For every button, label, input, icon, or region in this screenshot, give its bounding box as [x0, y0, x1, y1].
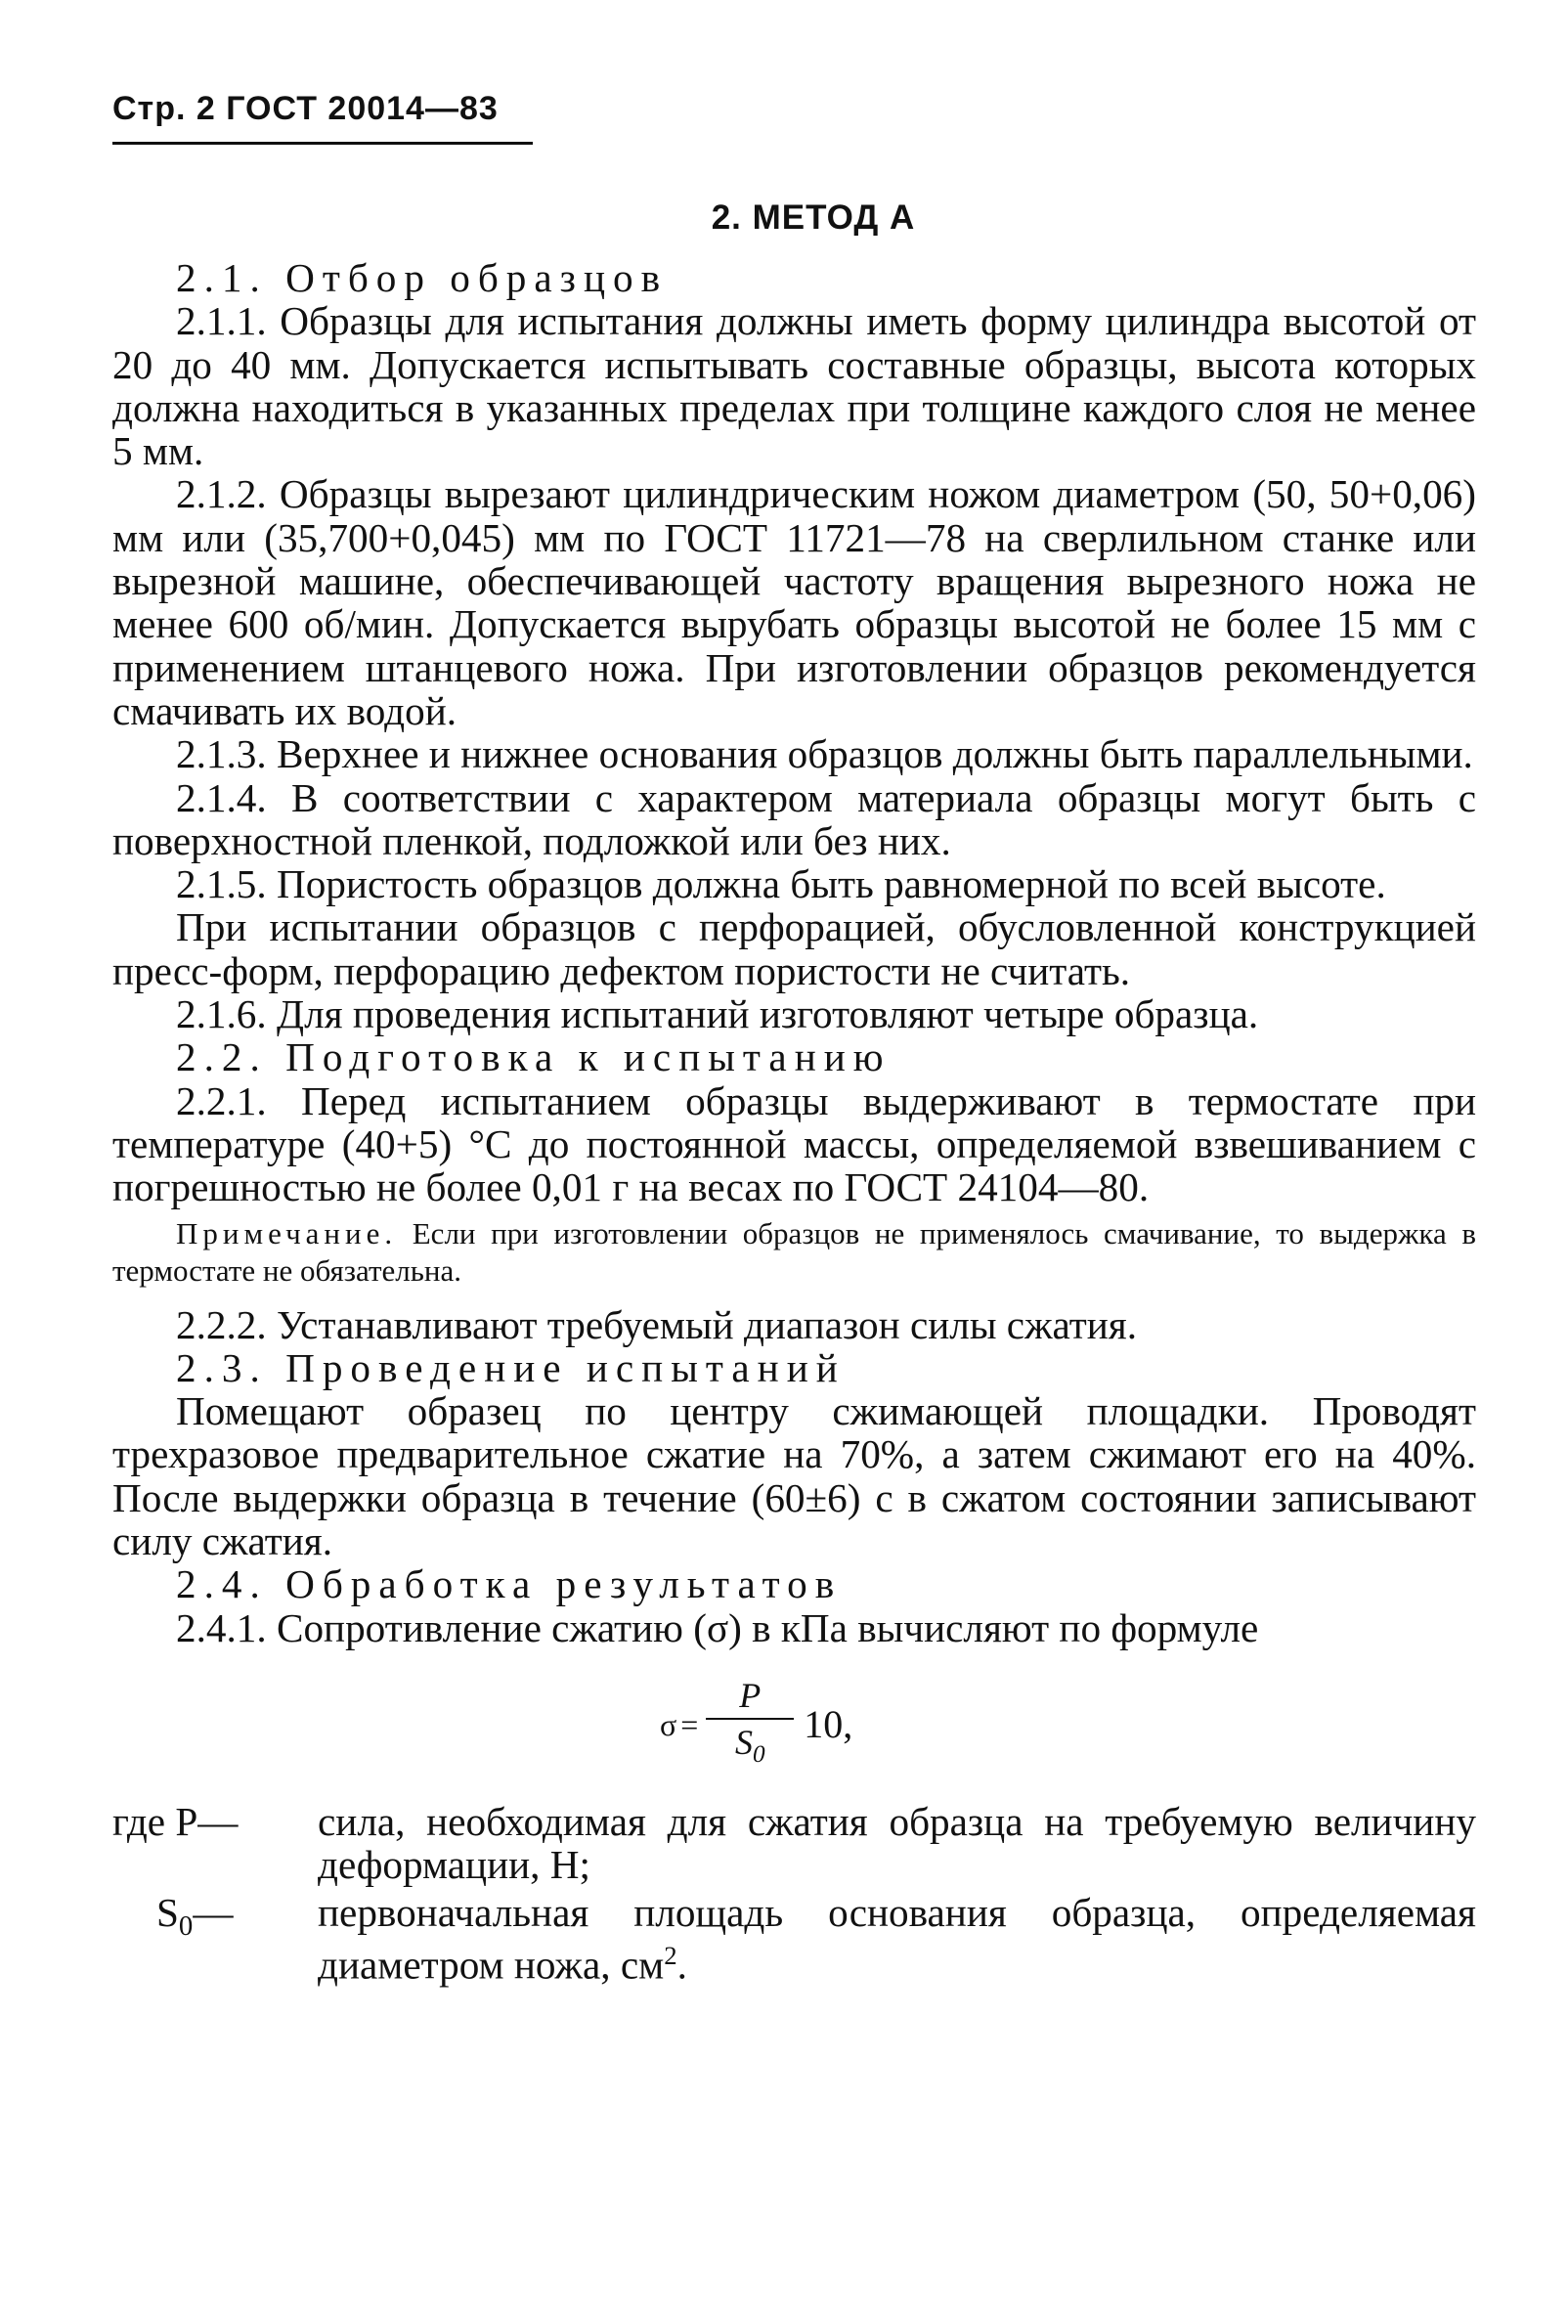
paragraph-2-1-5: 2.1.5. Пористость образцов должна быть равномерной по всей высоте.: [176, 861, 1386, 907]
section-title: 2. МЕТОД А: [711, 198, 916, 237]
formula: [660, 1673, 852, 1777]
paragraph-2-1-2: 2.1.2. Образцы вырезают цилиндрическим ножом диаметром (50, 50+0,06) мм или (35,700+0,045) мм по ГОСТ 11721—78 на сверлильном станке или вырезной машине, обеспечивающей частоту вращения вырезного ножа не менее 600 об/мин. Допускается вырубать образцы высотой не более 15 мм с применением штанцевого ножа. При изготовлении образцов рекомендуется смачивать их водой.: [112, 471, 1476, 733]
paragraph-2-4-1: 2.4.1. Сопротивление сжатию (σ) в кПа вычисляют по формуле: [176, 1604, 1259, 1650]
definition-text-s0: первоначальная площадь основания образца, определяемая диаметром ножа, $см^2$.: [318, 1889, 1476, 1988]
subsection-heading-2-4: 2.4. Обработка результатов: [176, 1561, 843, 1607]
formula-block: [112, 1653, 1476, 1800]
formula-denominator: $S_0$: [735, 1722, 765, 1769]
note-text: Если при изготовлении образцов не применялось смачивание, то выдержка в термостате не обязательна.: [112, 1215, 1476, 1288]
note: [112, 1215, 1476, 1290]
paragraph-2-1-4: 2.1.4. В соответствии с характером материала образцы могут быть с поверхностной пленкой, подложкой или без них.: [112, 774, 1476, 863]
definitions-list: [112, 1800, 1476, 1987]
paragraph-2-1-1: 2.1.1. Образцы для испытания должны иметь форму цилиндра высотой от 20 до 40 мм. Допускается испытывать составные образцы, высота которых должна находиться в указанных пределах при толщине каждого слоя не менее 5 мм.: [112, 298, 1476, 474]
page-header: Стр. 2 ГОСТ 20014—83: [112, 90, 499, 127]
formula-fraction: [706, 1673, 794, 1777]
header-rule: [112, 142, 533, 145]
definition-term-p: где P—: [112, 1798, 239, 1844]
subsection-heading-2-1: 2.1. Отбор образцов: [176, 255, 669, 300]
paragraph-2-3-body: Помещают образец по центру сжимающей площадки. Проводят трехразовое предварительное сжатие на 70%, а затем сжимают его на 40%. После выдержки образца в течение (60±6) с в сжатом состоянии записывают силу сжатия.: [112, 1388, 1476, 1564]
paragraph-2-2-2: 2.2.2. Устанавливают требуемый диапазон силы сжатия.: [176, 1301, 1138, 1347]
note-label: Примечание.: [176, 1215, 398, 1250]
formula-lhs: σ: [660, 1707, 677, 1743]
document-body: [112, 256, 1476, 1987]
definition-text-p: сила, необходимая для сжатия образца на требуемую величину деформации, Н;: [318, 1798, 1476, 1888]
definition-term-s0: $S_0—$: [156, 1889, 234, 1942]
paragraph-2-1-6: 2.1.6. Для проведения испытаний изготовляют четыре образца.: [176, 991, 1259, 1037]
subsection-heading-2-2: 2.2. Подготовка к испытанию: [176, 1034, 892, 1080]
subsection-heading-2-3: 2.3. Проведение испытаний: [176, 1344, 846, 1390]
paragraph-2-1-5-cont: При испытании образцов с перфорацией, обусловленной конструкцией пресс-форм, перфорацию дефектом пористости не считать.: [112, 904, 1476, 993]
formula-numerator: P: [739, 1675, 762, 1715]
formula-factor: 10,: [804, 1702, 853, 1747]
paragraph-2-1-3: 2.1.3. Верхнее и нижнее основания образцов должны быть параллельными.: [176, 731, 1473, 777]
paragraph-2-2-1: 2.2.1. Перед испытанием образцы выдерживают в термостате при температуре (40+5) °С до постоянной массы, определяемой взвешиванием с погрешностью не более 0,01 г на весах по ГОСТ 24104—80.: [112, 1077, 1476, 1210]
formula-equals: =: [680, 1707, 699, 1743]
